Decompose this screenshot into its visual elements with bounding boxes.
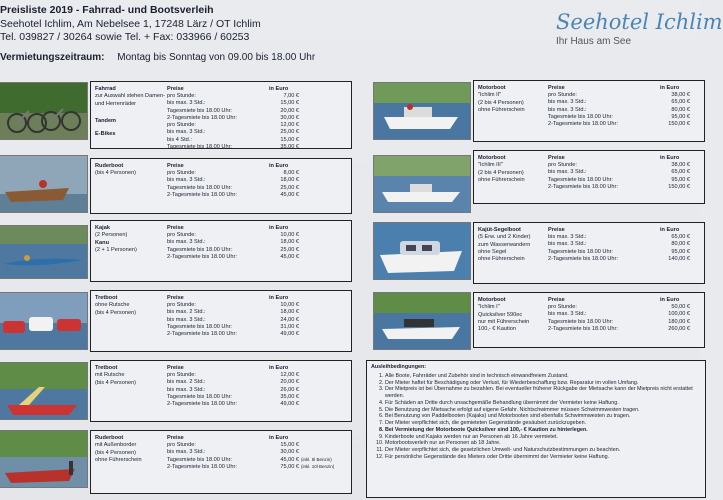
- offer-subtitle: (5 Erw. und 2 Kinder): [478, 234, 531, 241]
- price-row: [167, 457, 334, 464]
- price-row: [548, 241, 690, 248]
- terms-item: 2. Der Mieter haftet für Beschädigung oder Verlust, für Wiederbeschaffung bzw. Reparatur im vollen Umfang.: [385, 380, 701, 387]
- offer-box-2: [90, 220, 352, 282]
- price-row: [548, 114, 690, 121]
- price-rows: [167, 372, 299, 408]
- price-value: 35,00 €: [280, 143, 299, 150]
- price-label: 2-Tagesmiete bis 18.00 Uhr:: [548, 121, 618, 128]
- price-row: [167, 324, 299, 331]
- price-row: [548, 304, 690, 311]
- contact-phones: Tel. 039827 / 30264 sowie Tel. + Fax: 033966 / 60253: [0, 31, 250, 43]
- offer-subtitle: mit Rutsche: [95, 372, 125, 379]
- price-label: bis 4 Std.:: [167, 136, 192, 143]
- price-note: (inkl. 5l Benzin): [301, 456, 332, 462]
- price-value: 26,00 €: [280, 386, 299, 393]
- price-rows: [167, 302, 299, 338]
- rental-period: [0, 52, 315, 63]
- terms-item: 6. Bei Benutzung von Paddelbooten (Kajaks) und Motorbooten sind ebenfalls Schwimmwesten zu tragen.: [385, 413, 701, 420]
- column-header-preise: Preise: [548, 155, 565, 161]
- price-label: bis max. 2 Std.:: [167, 309, 206, 316]
- bicycles-icon: [0, 83, 87, 139]
- price-row: [548, 169, 690, 176]
- price-value: 7,00 €: [283, 93, 299, 99]
- offer-detail: Kanu: [95, 239, 109, 246]
- offer-title: Tretboot: [95, 365, 118, 371]
- price-row: [548, 107, 690, 114]
- price-label: bis max. 3 Std.:: [548, 311, 587, 318]
- offer-subtitle: (bis 4 Personen): [95, 170, 137, 177]
- hotel-address: Seehotel Ichlim, Am Nebelsee 1, 17248 Lärz / OT Ichlim: [0, 18, 261, 30]
- price-row: [167, 331, 299, 338]
- offer-detail: (bis 4 Personen): [95, 379, 137, 386]
- price-row: [167, 394, 299, 401]
- column-header-euro: in Euro: [269, 365, 289, 371]
- price-rows: [548, 162, 690, 191]
- offer-title: Fahrrad: [95, 86, 116, 92]
- price-label: Tagesmiete bis 18.00 Uhr:: [167, 456, 232, 463]
- price-label: pro Stunde:: [167, 93, 196, 99]
- price-label: bis max. 3 Std.:: [548, 169, 587, 176]
- price-row: [167, 302, 299, 309]
- price-label: pro Stunde:: [548, 92, 577, 98]
- price-row: [167, 232, 299, 239]
- price-value: 49,00 €: [280, 401, 299, 408]
- price-label: 2-Tagesmiete bis 18.00 Uhr:: [167, 331, 237, 338]
- offer-name: [478, 297, 540, 333]
- price-value: 18,00 €: [280, 309, 299, 316]
- price-value: 30,00 €: [280, 449, 299, 456]
- column-header-preise: Preise: [548, 297, 565, 303]
- price-label: 2-Tagesmiete bis 18.00 Uhr:: [167, 114, 237, 121]
- price-value: 12,00 €: [280, 372, 299, 378]
- price-value: 31,00 €: [280, 323, 299, 330]
- motorboat-ichlim-3-photo: [373, 155, 471, 213]
- price-row: [548, 256, 690, 263]
- column-header-euro: in Euro: [269, 163, 289, 169]
- rental-terms: [366, 360, 706, 498]
- offer-detail: (bis 4 Personen): [95, 309, 137, 316]
- slide-pedal-boat-photo: [0, 362, 88, 420]
- offer-name: [478, 155, 540, 184]
- price-row: [167, 401, 299, 408]
- price-value: 8,00 €: [283, 170, 299, 176]
- offer-name: [478, 85, 540, 114]
- price-row: [167, 108, 299, 115]
- price-label: 2-Tagesmiete bis 18.00 Uhr:: [548, 183, 618, 190]
- price-rows: [167, 442, 334, 471]
- terms-item: 1. Alle Boote, Fahrräder und Zubehör sind in technisch einwandfreiem Zustand.: [385, 373, 701, 380]
- price-value: 65,00 €: [671, 99, 690, 106]
- price-value: 80,00 €: [671, 241, 690, 248]
- column-header-euro: in Euro: [660, 227, 680, 233]
- offer-detail: (bis 4 Personen): [95, 449, 137, 456]
- price-value: 15,00 €: [280, 442, 299, 448]
- price-label: 2-Tagesmiete bis 18.00 Uhr:: [167, 463, 237, 470]
- motorboat-ichlim-1-photo: [373, 292, 471, 350]
- motorboat-ichlim-2-photo: [373, 82, 471, 140]
- price-label: pro Stunde:: [167, 442, 196, 448]
- offer-subtitle: ohne Rutsche: [95, 302, 130, 309]
- price-rows: [548, 234, 690, 263]
- price-value: 25,00 €: [280, 184, 299, 191]
- price-row: [548, 92, 690, 99]
- offer-name: [95, 86, 167, 138]
- price-label: Tagesmiete bis 18.00 Uhr:: [167, 107, 232, 114]
- price-row: [167, 239, 299, 246]
- price-label: Tagesmiete bis 18.00 Uhr:: [167, 246, 232, 253]
- rowboat-icon: [0, 156, 87, 212]
- terms-item: 3. Der Mietpreis ist bei Übernahme zu bezahlen. Bei eventueller früherer Rückgabe der Mietsache kann der Mietpreis nicht erstattet werden.: [385, 386, 701, 400]
- price-label: pro Stunde:: [167, 122, 196, 129]
- outboard-rowboat-icon: [0, 431, 87, 487]
- price-label: 2-Tagesmiete bis 18.00 Uhr:: [548, 255, 618, 262]
- offer-title: Kajüt-Segelboot: [478, 227, 521, 233]
- price-row: [167, 372, 299, 379]
- offer-detail: ohne Führerschein: [95, 456, 142, 463]
- price-label: bis max. 3 Std.:: [167, 100, 206, 107]
- offer-box-9: [473, 292, 705, 348]
- terms-list: [371, 373, 701, 461]
- column-header-preise: Preise: [167, 365, 184, 371]
- price-value: 18,00 €: [280, 177, 299, 184]
- price-label: bis max. 3 Std.:: [167, 386, 206, 393]
- offer-title: Ruderboot: [95, 163, 124, 169]
- terms-item: 8. Bei Vermietung der Motorboote Quicksilver sind 100,- € Kaution zu hinterlegen.: [385, 427, 701, 434]
- price-row: [167, 185, 299, 192]
- price-value: 38,00 €: [671, 92, 690, 98]
- outboard-rowboat-photo: [0, 430, 88, 488]
- price-value: 95,00 €: [671, 176, 690, 183]
- price-value: 95,00 €: [671, 113, 690, 120]
- logo-name: Seehotel Ichlim: [556, 10, 723, 34]
- price-label: Tagesmiete bis 18.00 Uhr:: [167, 184, 232, 191]
- column-header-preise: Preise: [167, 435, 184, 441]
- pedal-boat-photo: [0, 292, 88, 350]
- price-label: Tagesmiete bis 18.00 Uhr:: [167, 323, 232, 330]
- price-row: [167, 137, 299, 144]
- logo-tagline: Ihr Haus am See: [556, 36, 632, 47]
- price-value: 95,00 €: [671, 248, 690, 255]
- offer-box-3: [90, 290, 352, 352]
- kayak-photo: [0, 225, 88, 279]
- column-header-preise: Preise: [167, 295, 184, 301]
- column-header-preise: Preise: [167, 225, 184, 231]
- price-value: 49,00 €: [280, 331, 299, 338]
- column-header-euro: in Euro: [660, 85, 680, 91]
- price-value: 18,00 €: [280, 239, 299, 246]
- terms-item: 4. Für Schäden an Dritte durch unsachgemäße Behandlung übernimmt der Vermieter keine Haftung.: [385, 400, 701, 407]
- price-label: pro Stunde:: [167, 232, 196, 238]
- offer-detail: zum Wasserwandern: [478, 241, 531, 248]
- offer-detail: Quicksilver 590ec: [478, 311, 523, 318]
- offer-box-4: [90, 360, 352, 422]
- motorboat-icon: [374, 293, 470, 349]
- price-label: pro Stunde:: [167, 372, 196, 378]
- hotel-logo: [556, 10, 723, 47]
- price-rows: [548, 304, 690, 333]
- price-value: 50,00 €: [671, 304, 690, 310]
- price-value: 20,00 €: [280, 107, 299, 114]
- terms-heading: Ausleihbedingungen:: [371, 364, 427, 370]
- column-header-preise: Preise: [548, 227, 565, 233]
- column-header-euro: in Euro: [660, 297, 680, 303]
- price-label: bis max. 3 Std.:: [167, 239, 206, 246]
- price-row: [167, 177, 299, 184]
- offer-detail: nur mit Führerschein: [478, 318, 530, 325]
- column-header-preise: Preise: [167, 86, 184, 92]
- price-value: 20,00 €: [280, 379, 299, 386]
- price-value: 24,00 €: [280, 316, 299, 323]
- price-row: [167, 122, 299, 129]
- price-row: [167, 192, 299, 199]
- price-row: [167, 247, 299, 254]
- price-label: Tagesmiete bis 18.00 Uhr:: [548, 248, 613, 255]
- offer-title: Tretboot: [95, 295, 118, 301]
- offer-detail: Tandem: [95, 117, 117, 124]
- price-label: bis max. 3 Std.:: [548, 241, 587, 248]
- price-row: [548, 249, 690, 256]
- price-value: 75,00 €: [280, 463, 299, 470]
- price-row: [167, 115, 299, 122]
- offer-box-0: [90, 81, 352, 149]
- price-row: [167, 93, 299, 100]
- offer-box-6: [473, 80, 705, 142]
- price-label: bis max. 3 Std.:: [167, 129, 206, 136]
- terms-item: 12. Für persönliche Gegenstände des Mieters oder Dritte übernimmt der Vermieter keine Haftung.: [385, 454, 701, 461]
- cabin-sailboat-photo: [373, 222, 471, 280]
- price-label: 2-Tagesmiete bis 18.00 Uhr:: [167, 253, 237, 260]
- offer-subtitle: mit Außenborder: [95, 442, 137, 449]
- offer-box-1: [90, 158, 352, 214]
- pedal-boat-icon: [0, 293, 87, 349]
- offer-box-7: [473, 150, 705, 204]
- offer-subtitle: zur Auswahl stehen Damen- und Herrenräder: [95, 93, 165, 107]
- offer-subtitle: (2 Personen): [95, 232, 128, 239]
- terms-item: 5. Die Benutzung der Mietsache erfolgt auf eigene Gefahr. Nichtschwimmer müssen Schwimmwesten tragen.: [385, 407, 701, 414]
- terms-item: 9. Kinderboote und Kajaks werden nur an Personen ab 16 Jahre vermietet.: [385, 434, 701, 441]
- offer-detail: (2 + 1 Personen): [95, 246, 137, 253]
- cabin-boat-icon: [374, 223, 470, 279]
- price-label: 2-Tagesmiete bis 18.00 Uhr:: [548, 325, 618, 332]
- price-row: [167, 449, 334, 456]
- offer-subtitle: "Ichlim III": [478, 162, 503, 169]
- price-rows: [167, 232, 299, 261]
- price-row: [167, 309, 299, 316]
- price-value: 10,00 €: [280, 232, 299, 238]
- price-label: Tagesmiete bis 18.00 Uhr:: [548, 176, 613, 183]
- offer-detail: E-Bikes: [95, 131, 116, 138]
- price-label: bis max. 2 Std.:: [167, 379, 206, 386]
- price-label: pro Stunde:: [548, 304, 577, 310]
- terms-item: 10. Motorbootsverleih nur an Personen ab 18 Jahre.: [385, 440, 701, 447]
- offer-detail: (2 bis 4 Personen): [478, 169, 524, 176]
- offer-subtitle: "Ichlim I": [478, 304, 500, 311]
- document-title: Preisliste 2019 - Fahrrad- und Bootsverleih: [0, 4, 214, 16]
- offer-detail: (2 bis 4 Personen): [478, 99, 524, 106]
- offer-box-8: [473, 222, 705, 284]
- price-label: Tagesmiete bis 18.00 Uhr:: [167, 143, 232, 150]
- price-row: [548, 121, 690, 128]
- price-rows: [548, 92, 690, 128]
- offer-name: [95, 365, 167, 387]
- offer-subtitle: "Ichlim II": [478, 92, 502, 99]
- offer-title: Ruderboot: [95, 435, 124, 441]
- column-header-euro: in Euro: [269, 86, 289, 92]
- price-value: 150,00 €: [668, 183, 690, 190]
- price-row: [167, 387, 299, 394]
- rowboat-photo: [0, 155, 88, 213]
- column-header-euro: in Euro: [269, 295, 289, 301]
- price-value: 38,00 €: [671, 162, 690, 168]
- offer-detail: ohne Segel: [478, 248, 507, 255]
- price-row: [167, 464, 334, 471]
- price-label: bis max. 3 Std.:: [167, 316, 206, 323]
- price-row: [167, 317, 299, 324]
- price-label: Tagesmiete bis 18.00 Uhr:: [548, 318, 613, 325]
- terms-item: 11. Der Mieter verpflichtet sich, die gesetzlichen Umwelt- und Naturschutzbestimmungen zu beachten.: [385, 447, 701, 454]
- price-value: 260,00 €: [668, 325, 690, 332]
- price-rows: [167, 93, 299, 151]
- price-value: 45,00 €: [280, 253, 299, 260]
- price-value: 150,00 €: [668, 121, 690, 128]
- price-row: [548, 326, 690, 333]
- price-value: 30,00 €: [280, 114, 299, 121]
- price-row: [548, 177, 690, 184]
- offer-box-5: [90, 430, 352, 494]
- price-value: 140,00 €: [668, 255, 690, 262]
- price-value: 180,00 €: [668, 318, 690, 325]
- price-row: [167, 100, 299, 107]
- price-value: 100,00 €: [668, 311, 690, 318]
- price-row: [548, 99, 690, 106]
- offer-detail: 100,- € Kaution: [478, 326, 516, 333]
- price-label: pro Stunde:: [167, 302, 196, 308]
- slide-pedal-boat-icon: [0, 363, 87, 419]
- price-row: [167, 129, 299, 136]
- offer-detail: ohne Führerschein: [478, 106, 525, 113]
- offer-name: [95, 435, 167, 464]
- price-row: [548, 184, 690, 191]
- price-row: [167, 442, 334, 449]
- price-value: 25,00 €: [280, 129, 299, 136]
- price-row: [167, 254, 299, 261]
- column-header-preise: Preise: [167, 163, 184, 169]
- price-value: 10,00 €: [280, 302, 299, 308]
- bicycles-photo: [0, 82, 88, 140]
- price-value: 15,00 €: [280, 136, 299, 143]
- price-value: 45,00 €: [280, 191, 299, 198]
- price-row: [548, 311, 690, 318]
- price-label: bis max. 3 Std.:: [548, 234, 587, 240]
- price-note: (inkl. 10l Benzin): [301, 463, 335, 469]
- price-label: Tagesmiete bis 18.00 Uhr:: [548, 113, 613, 120]
- price-value: 15,00 €: [280, 100, 299, 107]
- offer-title: Motorboot: [478, 155, 506, 161]
- offer-title: Motorboot: [478, 297, 506, 303]
- price-row: [548, 162, 690, 169]
- rental-period-value: Montag bis Sonntag von 09.00 bis 18.00 Uhr: [117, 52, 316, 63]
- offer-name: [95, 295, 167, 317]
- offer-title: Motorboot: [478, 85, 506, 91]
- price-value: 12,00 €: [280, 122, 299, 129]
- price-row: [167, 379, 299, 386]
- price-label: Tagesmiete bis 18.00 Uhr:: [167, 393, 232, 400]
- offer-detail: ohne Führerschein: [478, 256, 525, 263]
- price-value: 45,00 €: [280, 456, 299, 463]
- price-row: [548, 234, 690, 241]
- price-label: bis max. 3 Std.:: [167, 449, 206, 456]
- offer-detail: ohne Führerschein: [478, 176, 525, 183]
- offer-name: [478, 227, 540, 263]
- price-label: pro Stunde:: [548, 162, 577, 168]
- price-value: 80,00 €: [671, 106, 690, 113]
- rental-period-label: Vermietungszeitraum:: [0, 52, 105, 63]
- price-value: 35,00 €: [280, 393, 299, 400]
- price-value: 25,00 €: [280, 246, 299, 253]
- price-label: bis max. 3 Std.:: [167, 177, 206, 184]
- column-header-euro: in Euro: [269, 225, 289, 231]
- price-label: bis max. 3 Std.:: [548, 106, 587, 113]
- offer-name: [95, 163, 167, 178]
- price-value: 65,00 €: [671, 234, 690, 240]
- motorboat-icon: [374, 83, 470, 139]
- column-header-euro: in Euro: [269, 435, 289, 441]
- terms-item: 7. Der Mieter verpflichtet sich, die gemieteten Gegenstände gesäubert zurückzugeben.: [385, 420, 701, 427]
- price-label: bis max. 3 Std.:: [548, 99, 587, 106]
- price-value: 65,00 €: [671, 169, 690, 176]
- kayak-icon: [0, 226, 87, 278]
- price-row: [167, 170, 299, 177]
- motorboat-icon: [374, 156, 470, 212]
- column-header-euro: in Euro: [660, 155, 680, 161]
- price-row: [548, 319, 690, 326]
- price-rows: [167, 170, 299, 199]
- price-row: [167, 144, 299, 151]
- price-label: 2-Tagesmiete bis 18.00 Uhr:: [167, 191, 237, 198]
- column-header-preise: Preise: [548, 85, 565, 91]
- price-label: pro Stunde:: [167, 170, 196, 176]
- price-label: 2-Tagesmiete bis 18.00 Uhr:: [167, 401, 237, 408]
- offer-name: [95, 225, 167, 254]
- offer-title: Kajak: [95, 225, 110, 231]
